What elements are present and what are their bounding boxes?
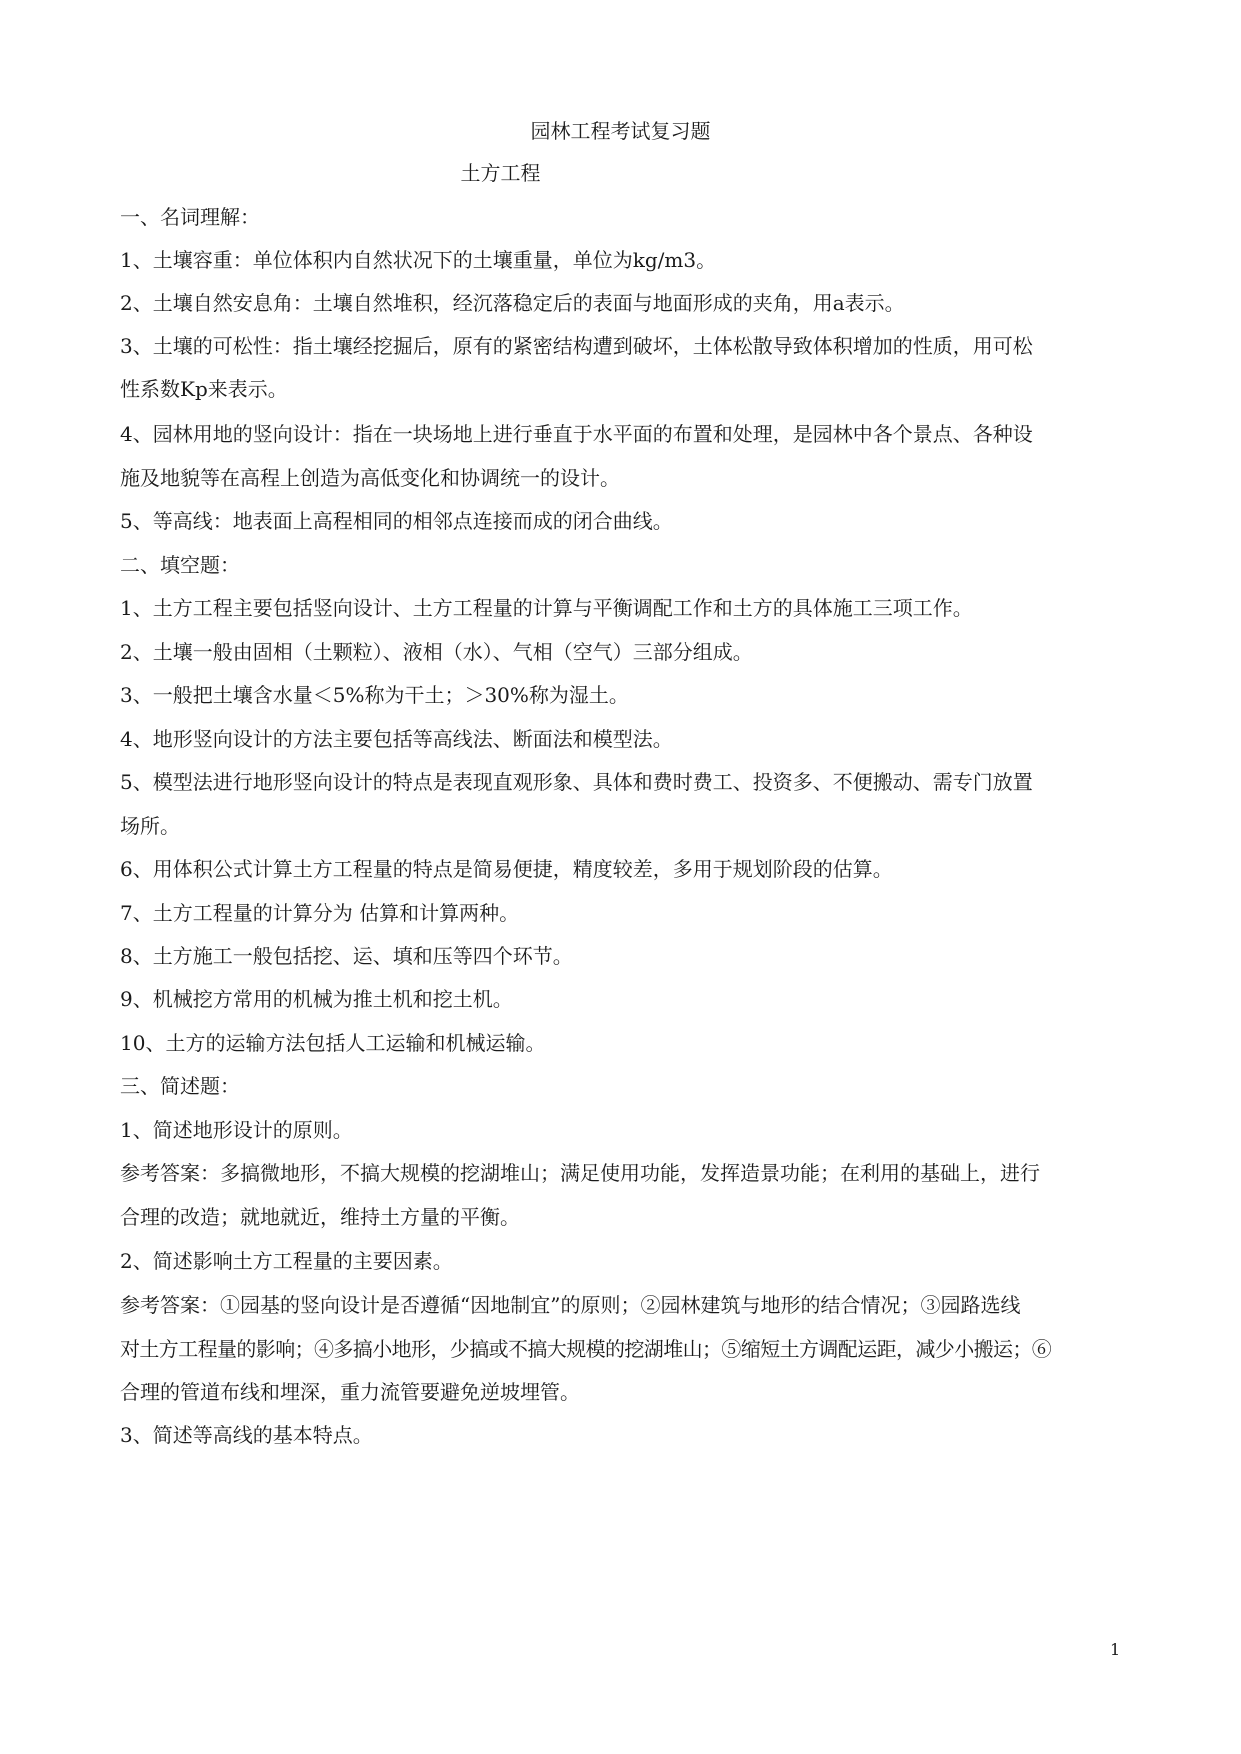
text-line: 6、用体积公式计算土方工程量的特点是简易便捷，精度较差，多用于规划阶段的估算。 <box>120 857 893 881</box>
text-line: 参考答案：①园基的竖向设计是否遵循“因地制宜”的原则；②园林建筑与地形的结合情况；③园路选线 <box>120 1293 1021 1317</box>
text-line: 3、一般把土壤含水量＜5%称为干土；＞30%称为湿土。 <box>120 683 629 707</box>
text-line: 2、土壤一般由固相（土颗粒）、液相（水）、气相（空气）三部分组成。 <box>120 640 753 664</box>
text-line: 3、简述等高线的基本特点。 <box>120 1423 373 1447</box>
heading-definitions: 一、名词理解： <box>120 205 260 229</box>
text-line: 对土方工程量的影响；④多搞小地形，少搞或不搞大规模的挖湖堆山；⑤缩短土方调配运距，减少小搬运；⑥ <box>120 1337 1052 1361</box>
text-line: 参考答案：多搞微地形，不搞大规模的挖湖堆山；满足使用功能，发挥造景功能；在利用的基础上，进行 <box>120 1161 1040 1185</box>
text-line: 1、土方工程主要包括竖向设计、土方工程量的计算与平衡调配工作和土方的具体施工三项工作。 <box>120 596 973 620</box>
heading-short-answer: 三、简述题： <box>120 1074 240 1098</box>
text-line: 性系数Kp来表示。 <box>120 377 288 401</box>
text-line: 1、土壤容重：单位体积内自然状况下的土壤重量，单位为kg/m3。 <box>120 248 717 272</box>
text-line: 8、土方施工一般包括挖、运、填和压等四个环节。 <box>120 944 573 968</box>
text-line: 5、等高线：地表面上高程相同的相邻点连接而成的闭合曲线。 <box>120 509 673 533</box>
text-line: 合理的改造；就地就近，维持土方量的平衡。 <box>120 1205 520 1229</box>
text-line: 7、土方工程量的计算分为 估算和计算两种。 <box>120 901 520 925</box>
text-line: 9、机械挖方常用的机械为推土机和挖土机。 <box>120 987 513 1011</box>
text-line: 施及地貌等在高程上创造为高低变化和协调统一的设计。 <box>120 466 620 490</box>
text-line: 4、园林用地的竖向设计：指在一块场地上进行垂直于水平面的布置和处理，是园林中各个景点、各种设 <box>120 422 1033 446</box>
heading-fill-in: 二、填空题： <box>120 553 240 577</box>
text-line: 3、土壤的可松性：指土壤经挖掘后，原有的紧密结构遭到破坏，土体松散导致体积增加的性质，用可松 <box>120 334 1033 358</box>
text-line: 2、土壤自然安息角：土壤自然堆积，经沉落稳定后的表面与地面形成的夹角，用a表示。 <box>120 291 905 315</box>
text-line: 2、简述影响土方工程量的主要因素。 <box>120 1249 453 1273</box>
text-line: 场所。 <box>120 814 180 838</box>
page-number: 1 <box>1110 1640 1121 1659</box>
text-line: 10、土方的运输方法包括人工运输和机械运输。 <box>120 1031 546 1055</box>
text-line: 5、模型法进行地形竖向设计的特点是表现直观形象、具体和费时费工、投资多、不便搬动、需专门放置 <box>120 770 1033 794</box>
section-title: 土方工程 <box>460 161 541 185</box>
text-line: 合理的管道布线和埋深，重力流管要避免逆坡埋管。 <box>120 1380 580 1404</box>
text-line: 4、地形竖向设计的方法主要包括等高线法、断面法和模型法。 <box>120 727 673 751</box>
document-title: 园林工程考试复习题 <box>530 119 711 143</box>
text-line: 1、简述地形设计的原则。 <box>120 1118 353 1142</box>
